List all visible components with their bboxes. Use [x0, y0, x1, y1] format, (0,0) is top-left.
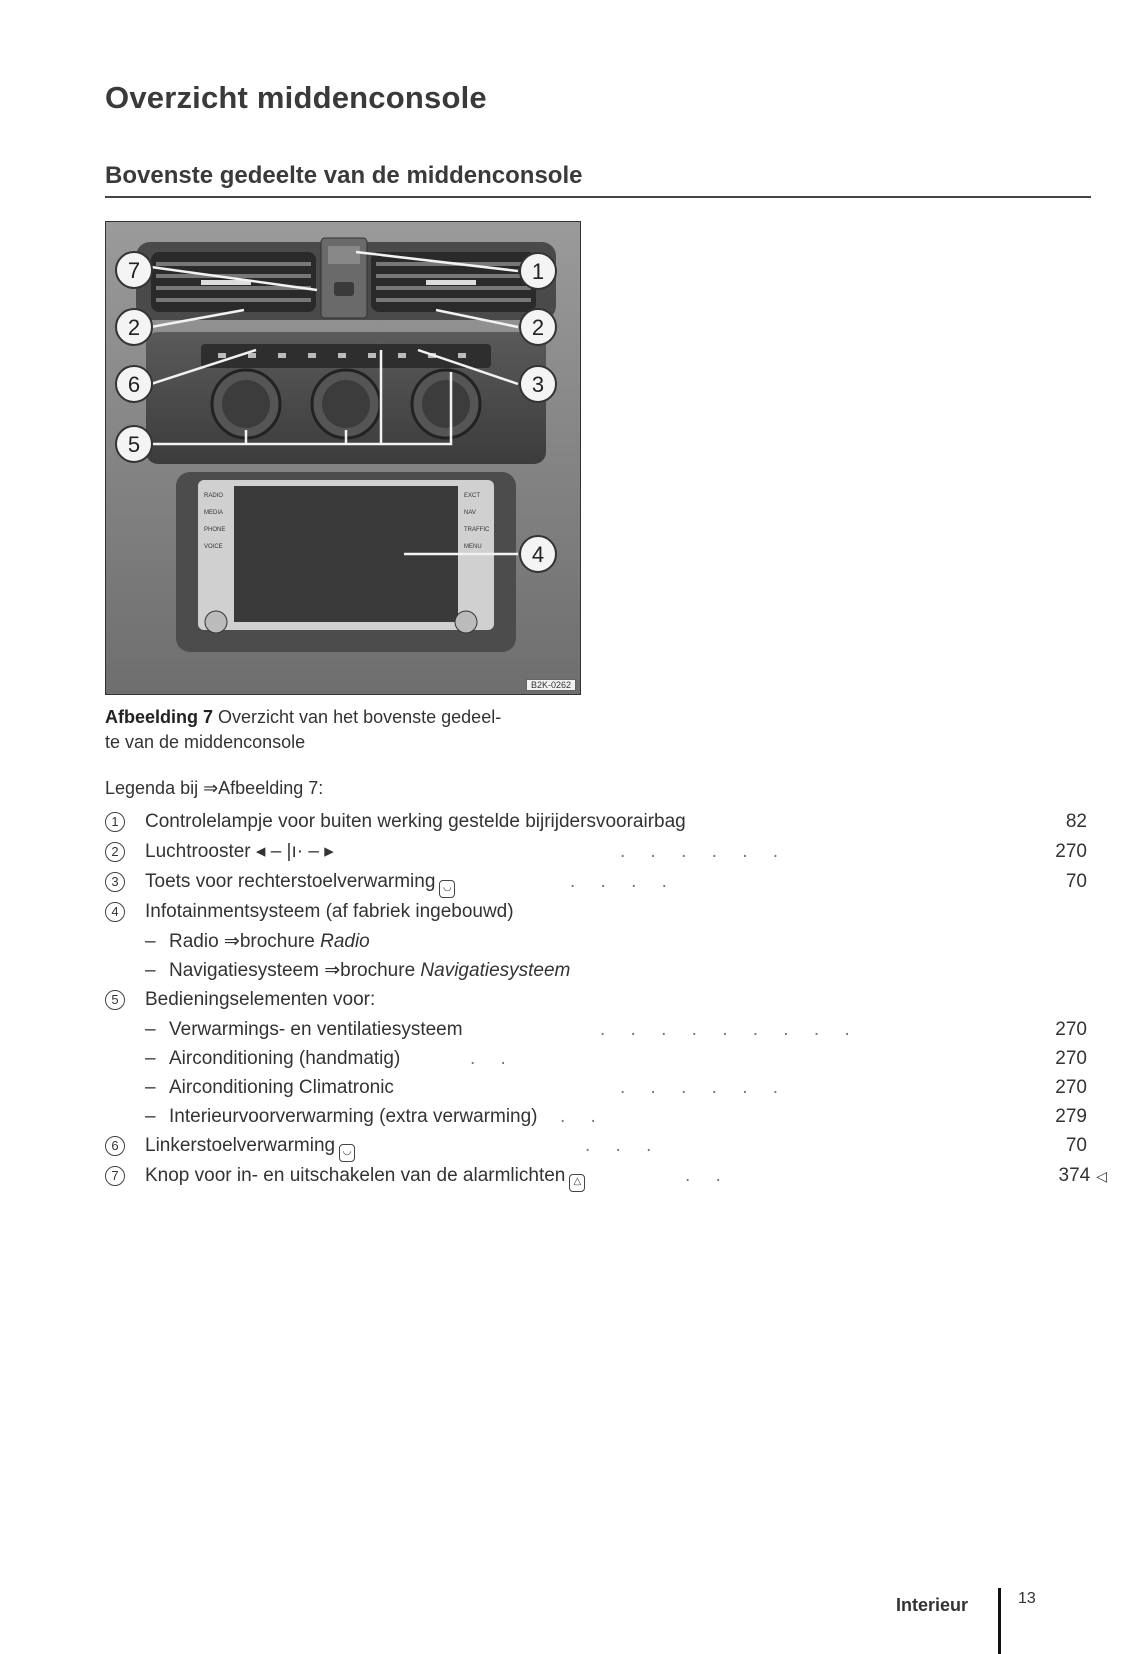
legend-number: 6 — [105, 1136, 125, 1156]
button-label-nav: NAV — [464, 510, 476, 516]
legend-item — [105, 807, 1115, 837]
page-reference[interactable]: 270 — [1055, 1019, 1087, 1040]
legend-text — [145, 1131, 355, 1162]
section-divider — [105, 196, 1091, 198]
legend-subtext: – Navigatiesysteem ⇒brochure Navigatiesysteem — [145, 960, 571, 981]
legend-text — [145, 867, 455, 898]
legend-subtext: – Airconditioning (handmatig) — [145, 1048, 401, 1069]
button-label-exct: EXCT — [464, 493, 481, 499]
legend-subtext: – Interieurvoorverwarming (extra verwarming) — [145, 1106, 538, 1127]
leader-dots: . . . — [585, 1135, 662, 1156]
legend-sub-label: Airconditioning (handmatig) — [169, 1048, 401, 1069]
legend-subitem — [105, 927, 1115, 956]
legend-number: 4 — [105, 902, 125, 922]
figure-code: B2K-0262 — [526, 679, 576, 691]
legend-text: Bedieningselementen voor: — [145, 989, 376, 1010]
legend-subtext: – Radio ⇒brochure Radio — [145, 931, 370, 952]
caption-line-2: te van de middenconsole — [105, 732, 306, 752]
legend-sub-label: Navigatiesysteem ⇒brochure — [169, 960, 421, 981]
callout-7 — [116, 252, 152, 288]
button-label-radio: RADIO — [204, 493, 224, 499]
leader-dots: . . . . — [570, 871, 677, 892]
tuning-knob — [455, 611, 477, 633]
svg-text:1: 1 — [531, 259, 545, 284]
figure-caption — [105, 705, 585, 755]
legend-sub-label: Verwarmings- en ventilatiesysteem — [169, 1019, 463, 1040]
volume-knob — [205, 611, 227, 633]
legend-number: 5 — [105, 990, 125, 1010]
seat-heating-right-icon: ◡ — [439, 880, 455, 898]
callout-1 — [520, 253, 556, 289]
legend-item — [105, 867, 1115, 897]
callout-6 — [116, 366, 152, 402]
legend-number: 7 — [105, 1166, 125, 1186]
legend-subitem — [105, 1102, 1115, 1131]
svg-text:7: 7 — [127, 258, 141, 283]
legend-item — [105, 985, 1115, 1015]
legend-item — [105, 1161, 1115, 1191]
leader-dots: . . — [560, 1106, 606, 1127]
legend-label: Linkerstoelverwarming — [145, 1135, 336, 1156]
legend-item — [105, 837, 1115, 867]
page-title: Overzicht middenconsole — [105, 80, 487, 115]
button-label-media: MEDIA — [204, 510, 224, 516]
svg-text:6: 6 — [127, 372, 141, 397]
legend-subitem — [105, 1044, 1115, 1073]
caption-line-1: Overzicht van het bovenste gedeel- — [218, 707, 502, 727]
chapter-label: Interieur — [896, 1595, 969, 1615]
legend-text: Infotainmentsysteem (af fabriek ingebouwd) — [145, 901, 514, 922]
legend-subitem — [105, 956, 1115, 985]
legend-number: 3 — [105, 872, 125, 892]
leader-dots: . . . . . . — [620, 841, 789, 862]
legend-subitem — [105, 1015, 1115, 1044]
page-reference[interactable]: 270 — [1055, 1077, 1087, 1098]
brochure-title[interactable]: Radio — [320, 931, 370, 952]
center-console-illustration — [106, 222, 581, 695]
leader-dots: . . — [470, 1048, 516, 1069]
callout-3 — [520, 366, 556, 402]
svg-text:3: 3 — [531, 372, 545, 397]
legend-intro: Legenda bij ⇒Afbeelding 7: — [105, 778, 324, 798]
page-reference[interactable] — [1059, 1161, 1107, 1191]
page-number: 13 — [1018, 1590, 1036, 1607]
page-reference[interactable]: 82 — [1065, 811, 1087, 832]
legend-number: 2 — [105, 842, 125, 862]
svg-text:4: 4 — [531, 542, 545, 567]
svg-text:5: 5 — [127, 432, 141, 457]
caption-label: Afbeelding 7 — [105, 707, 214, 727]
legend-subtext: – Airconditioning Climatronic — [145, 1077, 394, 1098]
legend-sub-label: Interieurvoorverwarming (extra verwarming) — [169, 1106, 538, 1127]
page-reference[interactable]: 270 — [1055, 1048, 1087, 1069]
legend-subtext: – Verwarmings- en ventilatiesysteem — [145, 1019, 463, 1040]
leader-dots: . . . . . . . . . — [600, 1019, 860, 1040]
legend-list — [105, 807, 1115, 1191]
seat-heating-left-icon: ◡ — [339, 1144, 355, 1162]
button-label-phone: PHONE — [204, 527, 226, 533]
callout-4 — [520, 536, 556, 572]
page-reference[interactable]: 279 — [1055, 1106, 1087, 1127]
button-label-traffic: TRAFFIC — [464, 527, 490, 533]
page-reference[interactable]: 70 — [1065, 1135, 1087, 1156]
right-air-vent — [371, 252, 536, 312]
legend-item — [105, 1131, 1115, 1161]
legend-item — [105, 897, 1115, 927]
legend-label: Knop voor in- en uitschakelen van de alarmlichten — [145, 1165, 566, 1186]
legend-sub-label: Airconditioning Climatronic — [169, 1077, 394, 1098]
leader-dots: . . . . . . — [620, 1077, 789, 1098]
callout-5 — [116, 426, 152, 462]
page-reference[interactable]: 70 — [1065, 871, 1087, 892]
legend-text: Luchtrooster ◂ – |ı· – ▸ — [145, 841, 334, 862]
temperature-knob-left — [212, 370, 280, 438]
legend-subitem — [105, 1073, 1115, 1102]
hazard-light-button — [334, 282, 354, 296]
center-console-figure — [105, 221, 581, 695]
left-air-vent — [151, 252, 316, 312]
temperature-knob-right — [412, 370, 480, 438]
section-title: Bovenste gedeelte van de middenconsole — [105, 162, 583, 189]
svg-text:2: 2 — [531, 315, 545, 340]
airbag-warning-lamp — [328, 246, 360, 264]
section-end-icon: ◁ — [1096, 1168, 1107, 1184]
callout-2-left — [116, 309, 152, 345]
legend-label: Toets voor rechterstoelverwarming — [145, 871, 436, 892]
hazard-warning-icon: △ — [569, 1174, 585, 1192]
legend-text: Controlelampje voor buiten werking gestelde bijrijdersvoorairbag — [145, 811, 686, 832]
legend-sub-label: Radio ⇒brochure — [169, 931, 321, 952]
svg-text:2: 2 — [127, 315, 141, 340]
footer-divider — [998, 1588, 1001, 1654]
legend-text — [145, 1161, 585, 1192]
page-reference[interactable]: 270 — [1055, 841, 1087, 862]
leader-dots: . . — [685, 1165, 731, 1186]
button-label-voice: VOICE — [204, 544, 223, 550]
brochure-title[interactable]: Navigatiesysteem — [420, 960, 571, 981]
callout-2-right — [520, 309, 556, 345]
page-number-value: 374 — [1058, 1165, 1091, 1186]
fan-knob-center — [312, 370, 380, 438]
legend-number: 1 — [105, 812, 125, 832]
button-label-menu: MENU — [464, 544, 482, 550]
